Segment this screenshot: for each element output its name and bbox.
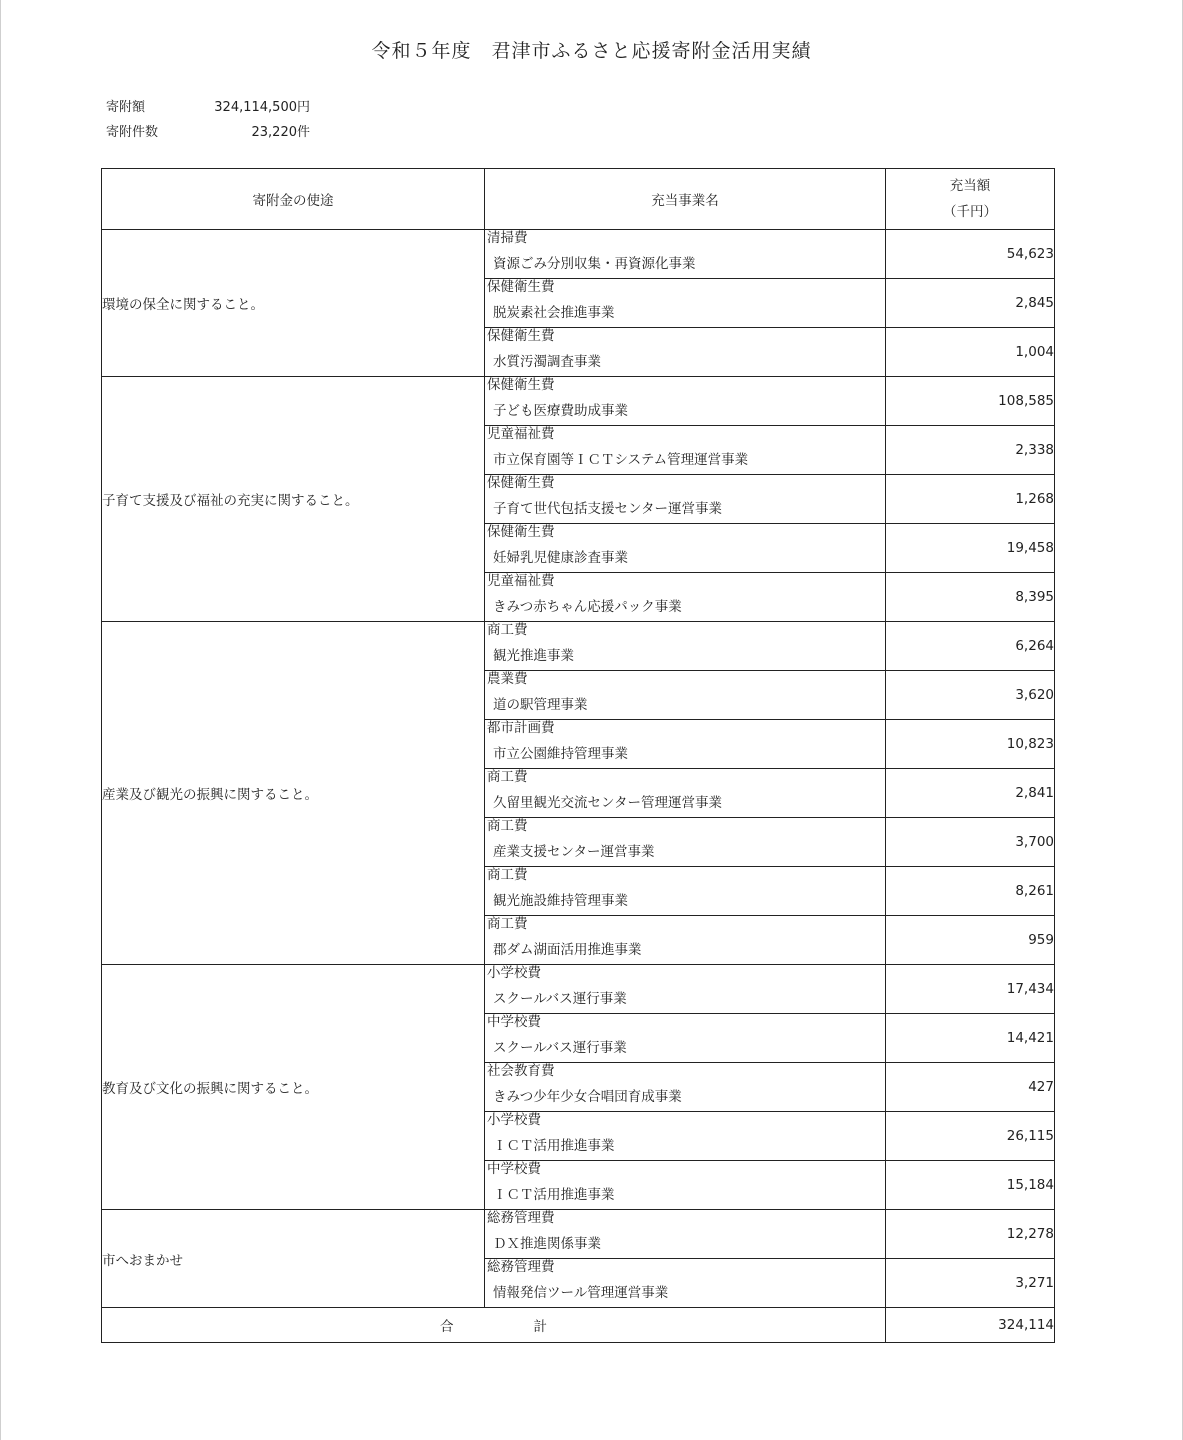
amount-cell: 959 [886, 916, 1055, 965]
total-label-2: 計 [533, 1319, 547, 1335]
amount-cell: 54,623 [886, 230, 1055, 279]
project-name: ＤＸ推進関係事業 [493, 1236, 601, 1252]
amount-cell: 108,585 [886, 377, 1055, 426]
project-cell [485, 1112, 886, 1161]
total-amount: 324,114 [886, 1308, 1055, 1343]
amount-cell: 15,184 [886, 1161, 1055, 1210]
project-cell [485, 769, 886, 818]
table-header-row [102, 169, 1055, 230]
project-category: 総務管理費 [487, 1259, 555, 1275]
project-cell [485, 328, 886, 377]
project-category: 商工費 [487, 916, 528, 932]
project-cell [485, 671, 886, 720]
project-name: 久留里観光交流センター管理運営事業 [493, 795, 722, 811]
project-cell [485, 1210, 886, 1259]
page-title: 令和５年度 君津市ふるさと応援寄附金活用実績 [371, 40, 812, 62]
project-name: 市立保育園等ＩＣＴシステム管理運営事業 [493, 452, 749, 468]
project-name: 観光推進事業 [493, 648, 574, 664]
amount-cell: 2,841 [886, 769, 1055, 818]
project-category: 商工費 [487, 769, 528, 785]
amount-cell: 3,271 [886, 1259, 1055, 1308]
project-name: 脱炭素社会推進事業 [493, 305, 615, 321]
project-category: 小学校費 [487, 965, 541, 981]
project-cell [485, 965, 886, 1014]
project-name: 産業支援センター運営事業 [493, 844, 655, 860]
amount-cell: 1,268 [886, 475, 1055, 524]
project-cell [485, 1259, 886, 1308]
table-row [102, 1210, 1055, 1259]
header-project: 充当事業名 [485, 169, 886, 230]
project-category: 商工費 [487, 622, 528, 638]
amount-cell: 3,620 [886, 671, 1055, 720]
total-label-1: 合 [440, 1319, 454, 1335]
project-cell [485, 279, 886, 328]
table-row [102, 965, 1055, 1014]
purpose-cell: 子育て支援及び福祉の充実に関すること。 [102, 377, 485, 622]
table-row [102, 230, 1055, 279]
amount-cell: 8,261 [886, 867, 1055, 916]
project-category: 商工費 [487, 818, 528, 834]
project-category: 保健衛生費 [487, 475, 555, 491]
summary-label: 寄附額 [106, 100, 146, 115]
project-name: ＩＣＴ活用推進事業 [493, 1187, 615, 1203]
project-category: 社会教育費 [487, 1063, 555, 1079]
project-category: 総務管理費 [487, 1210, 555, 1226]
amount-cell: 12,278 [886, 1210, 1055, 1259]
summary-donation-amount [106, 96, 310, 115]
header-amount-line1: 充当額 [949, 178, 991, 194]
project-category: 保健衛生費 [487, 377, 555, 393]
project-category: 都市計画費 [487, 720, 555, 736]
purpose-cell: 教育及び文化の振興に関すること。 [102, 965, 485, 1210]
project-category: 小学校費 [487, 1112, 541, 1128]
summary-value: 324,114,500円 [214, 100, 310, 115]
total-row [102, 1308, 1055, 1343]
amount-cell: 14,421 [886, 1014, 1055, 1063]
table-body [102, 230, 1055, 1308]
project-cell [485, 377, 886, 426]
project-name: 観光施設維持管理事業 [493, 893, 628, 909]
project-cell [485, 818, 886, 867]
project-cell [485, 867, 886, 916]
amount-cell: 8,395 [886, 573, 1055, 622]
total-label [102, 1308, 886, 1343]
project-name: 郡ダム湖面活用推進事業 [493, 942, 642, 958]
project-category: 児童福祉費 [487, 573, 555, 589]
amount-cell: 6,264 [886, 622, 1055, 671]
table-row [102, 377, 1055, 426]
project-cell [485, 573, 886, 622]
project-name: 子ども医療費助成事業 [493, 403, 628, 419]
project-cell [485, 720, 886, 769]
project-category: 保健衛生費 [487, 524, 555, 540]
project-cell [485, 230, 886, 279]
project-category: 保健衛生費 [487, 279, 555, 295]
project-name: 道の駅管理事業 [493, 697, 588, 713]
project-cell [485, 1014, 886, 1063]
project-name: 水質汚濁調査事業 [493, 354, 601, 370]
amount-cell: 427 [886, 1063, 1055, 1112]
purpose-cell: 産業及び観光の振興に関すること。 [102, 622, 485, 965]
project-cell [485, 1161, 886, 1210]
project-name: ＩＣＴ活用推進事業 [493, 1138, 615, 1154]
project-cell [485, 622, 886, 671]
project-category: 農業費 [487, 671, 528, 687]
project-category: 保健衛生費 [487, 328, 555, 344]
amount-cell: 1,004 [886, 328, 1055, 377]
project-name: 資源ごみ分別収集・再資源化事業 [493, 256, 696, 272]
amount-cell: 2,845 [886, 279, 1055, 328]
project-category: 中学校費 [487, 1161, 541, 1177]
project-cell [485, 1063, 886, 1112]
header-amount [886, 169, 1055, 230]
amount-cell: 19,458 [886, 524, 1055, 573]
project-name: 市立公園維持管理事業 [493, 746, 628, 762]
usage-table [101, 168, 1055, 1343]
project-category: 清掃費 [487, 230, 528, 246]
project-name: 情報発信ツール管理運営事業 [493, 1285, 669, 1301]
project-cell [485, 524, 886, 573]
purpose-cell: 市へおまかせ [102, 1210, 485, 1308]
project-category: 商工費 [487, 867, 528, 883]
header-purpose: 寄附金の使途 [102, 169, 485, 230]
amount-cell: 2,338 [886, 426, 1055, 475]
project-cell [485, 475, 886, 524]
project-cell [485, 916, 886, 965]
project-category: 中学校費 [487, 1014, 541, 1030]
summary-label: 寄附件数 [106, 125, 159, 140]
amount-cell: 26,115 [886, 1112, 1055, 1161]
header-amount-line2: （千円） [943, 204, 997, 220]
project-name: 子育て世代包括支援センター運営事業 [493, 501, 722, 517]
project-name: きみつ少年少女合唱団育成事業 [493, 1089, 682, 1105]
project-cell [485, 426, 886, 475]
summary-donation-count [106, 121, 310, 140]
project-category: 児童福祉費 [487, 426, 555, 442]
summary-value: 23,220件 [251, 125, 310, 140]
project-name: 妊婦乳児健康診査事業 [493, 550, 628, 566]
table-row [102, 622, 1055, 671]
project-name: スクールバス運行事業 [493, 1040, 627, 1056]
amount-cell: 3,700 [886, 818, 1055, 867]
project-name: スクールバス運行事業 [493, 991, 627, 1007]
amount-cell: 10,823 [886, 720, 1055, 769]
project-name: きみつ赤ちゃん応援パック事業 [493, 599, 682, 615]
purpose-cell: 環境の保全に関すること。 [102, 230, 485, 377]
amount-cell: 17,434 [886, 965, 1055, 1014]
